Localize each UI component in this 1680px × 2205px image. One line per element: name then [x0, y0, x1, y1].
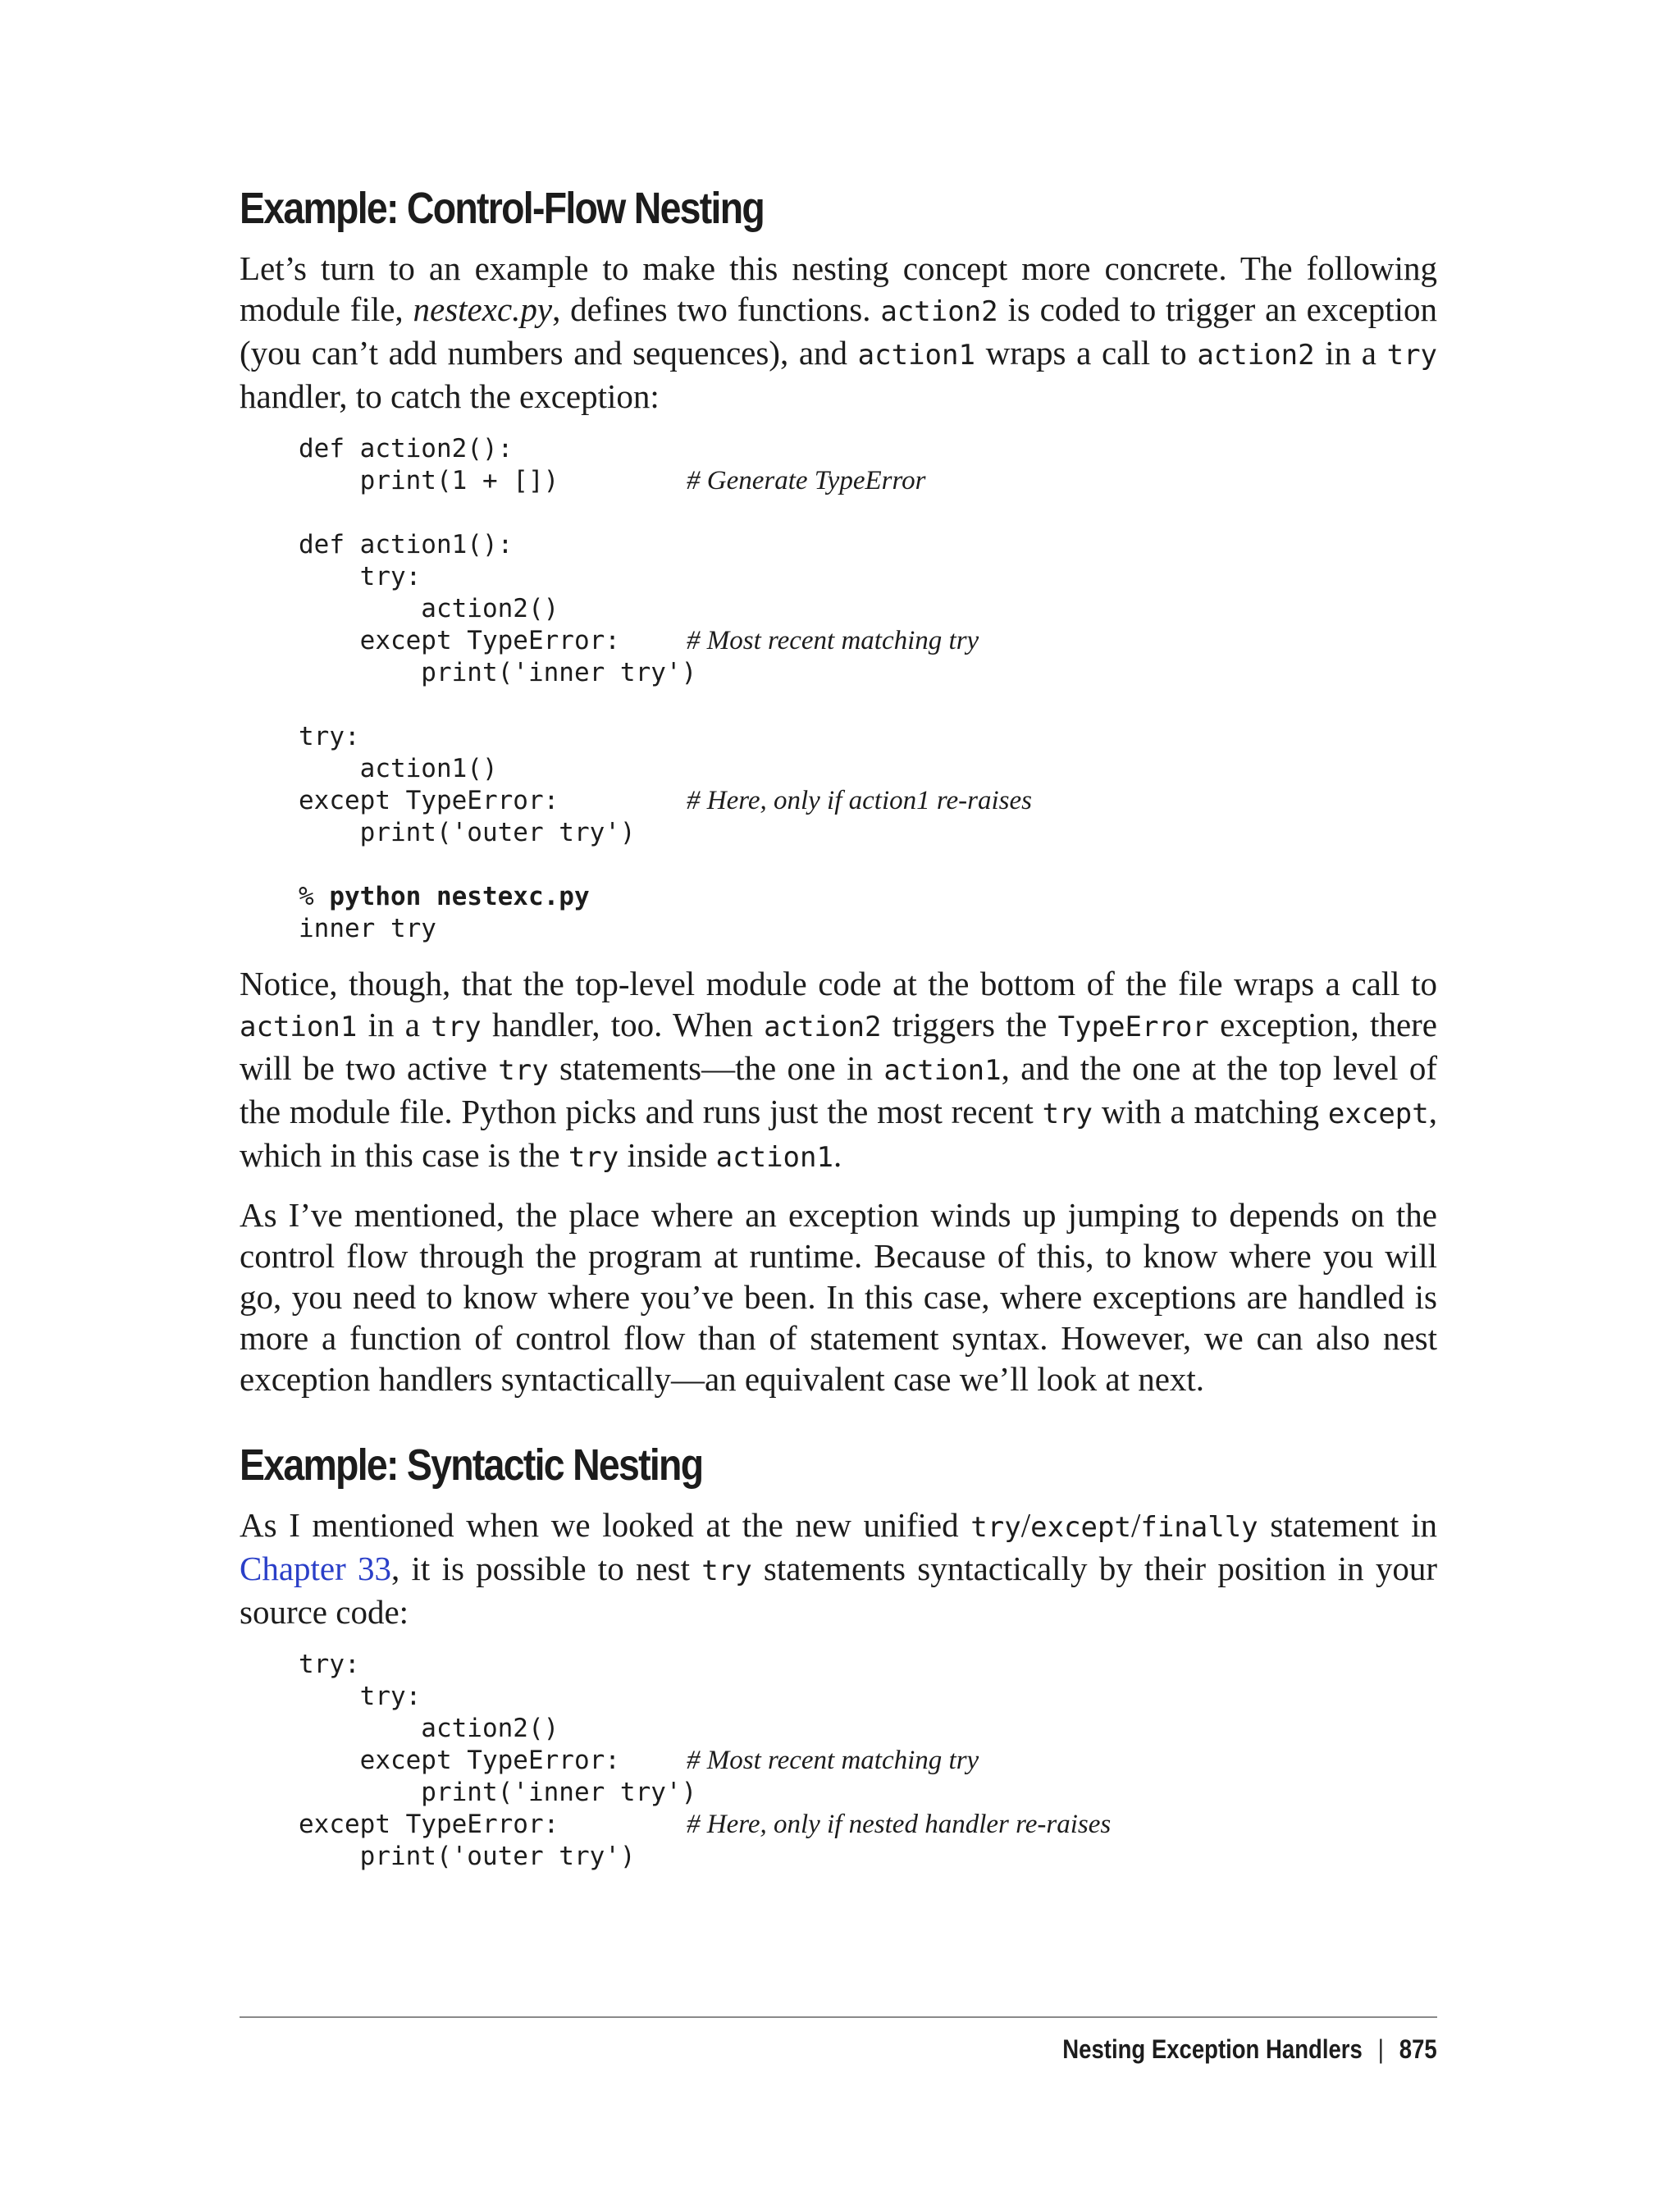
inline-code: action1	[857, 339, 975, 372]
code-block-syntactic	[299, 1649, 1437, 1873]
code-source: except TypeError:	[299, 626, 620, 655]
text-run: inside	[619, 1136, 716, 1174]
text-run: , defines two functions.	[552, 290, 881, 328]
code-source: action2()	[299, 594, 559, 623]
code-text	[299, 721, 360, 753]
text-run: handler, to catch the exception:	[240, 377, 660, 415]
code-text	[299, 1681, 421, 1713]
code-text	[299, 913, 436, 945]
code-line	[299, 1649, 1437, 1681]
inline-code: action2	[880, 295, 998, 328]
chapter-link[interactable]: Chapter 33	[240, 1550, 392, 1587]
code-line	[299, 465, 1437, 497]
code-line	[299, 1681, 1437, 1713]
code-source: print('outer try')	[299, 1842, 636, 1871]
inline-code: except	[1030, 1511, 1131, 1544]
code-source: action2()	[299, 1714, 559, 1743]
code-text	[299, 593, 559, 625]
inline-code: try	[1042, 1098, 1093, 1130]
page-content	[240, 179, 1437, 1891]
code-text	[299, 625, 620, 657]
code-text	[299, 1745, 620, 1777]
code-text	[299, 1713, 559, 1745]
page-number: 875	[1399, 2034, 1437, 2064]
paragraph-notice	[240, 963, 1437, 1178]
code-text	[299, 817, 636, 849]
code-source: inner try	[299, 914, 436, 943]
inline-code: action1	[240, 1011, 358, 1043]
text-run: with a matching	[1093, 1093, 1328, 1130]
code-source: try:	[299, 1682, 422, 1711]
code-text	[299, 1809, 559, 1841]
code-text	[299, 881, 590, 913]
inline-code: try	[431, 1011, 482, 1043]
text-run: /	[1130, 1506, 1141, 1544]
code-source: try:	[299, 1650, 360, 1679]
code-text	[299, 1777, 696, 1809]
text-run: handler, too. When	[481, 1006, 765, 1043]
command-text: python nestexc.py	[329, 882, 590, 911]
text-run: statements—the one in	[548, 1049, 884, 1087]
text-run: wraps a call to	[975, 334, 1198, 372]
code-comment: # Here, only if action1 re-raises	[687, 786, 1032, 815]
inline-code: action1	[715, 1141, 833, 1174]
code-source: except TypeError:	[299, 786, 559, 815]
code-source: except TypeError:	[299, 1810, 559, 1839]
code-source: print('outer try')	[299, 818, 636, 847]
code-source: print('inner try')	[299, 1778, 697, 1807]
page-footer	[240, 2025, 1437, 2074]
code-line	[299, 497, 1437, 529]
text-run: , and the one at the top level of the module file. Python picks and runs just the most recent	[240, 1049, 1438, 1130]
code-source: action1()	[299, 754, 498, 783]
heading-control-flow-nesting: Example: Control-Flow Nesting	[240, 184, 765, 233]
code-comment: # Most recent matching try	[687, 626, 979, 655]
code-line	[299, 1841, 1437, 1873]
code-text	[299, 465, 559, 497]
text-run: statements syntactically by their position in your source code:	[240, 1550, 1437, 1631]
code-line	[299, 913, 1437, 945]
text-run: triggers the	[881, 1006, 1058, 1043]
code-line	[299, 817, 1437, 849]
inline-code: try	[568, 1141, 619, 1174]
text-run: As I’ve mentioned, the place where an exception winds up jumping to depends on the control flow through the program at runtime. Because of this, to know where you will go, you need to know where you’ve been. In this case, where exceptions are handled is more a function of control flow than of statement syntax. However, we can also nest exception handlers syntactically—an equivalent case we’ll look at next.	[240, 1196, 1437, 1398]
code-line	[299, 625, 1437, 657]
code-line	[299, 753, 1437, 785]
filename-emphasis: nestexc.py	[413, 290, 553, 328]
text-run: is coded to trigger an exception (you can’t add numbers and sequences), and	[240, 290, 1437, 372]
paragraph-syntactic	[240, 1504, 1437, 1632]
text-run: , it is possible to nest	[391, 1550, 702, 1587]
inline-code: except	[1327, 1098, 1429, 1130]
code-line	[299, 1777, 1437, 1809]
code-line	[299, 1809, 1437, 1841]
code-line	[299, 433, 1437, 465]
text-run: Let’s turn to an example to make this nesting concept more concrete. The following module file,	[240, 249, 1437, 328]
text-run: , which in this case is the	[240, 1093, 1437, 1174]
inline-code: try	[701, 1554, 752, 1587]
paragraph-mentioned	[240, 1194, 1437, 1399]
code-line	[299, 593, 1437, 625]
code-text	[299, 561, 421, 593]
code-text	[299, 529, 513, 561]
inline-code: action2	[764, 1011, 882, 1043]
code-line	[299, 657, 1437, 689]
code-text	[299, 657, 696, 689]
text-run: As I mentioned when we looked at the new unified	[240, 1506, 971, 1544]
running-footer-title: Nesting Exception Handlers	[1062, 2034, 1363, 2064]
code-line	[299, 689, 1437, 721]
inline-code: action2	[1197, 339, 1315, 372]
text-run: in a	[357, 1006, 431, 1043]
code-source: def action1():	[299, 530, 514, 559]
inline-code: try	[1386, 339, 1438, 372]
code-text	[299, 1649, 360, 1681]
code-source: %	[299, 882, 330, 911]
code-text	[299, 753, 498, 785]
inline-code: action1	[883, 1054, 1002, 1087]
code-source: print(1 + [])	[299, 466, 559, 495]
code-line	[299, 721, 1437, 753]
code-block-nestexc	[299, 433, 1437, 945]
code-text	[299, 785, 559, 817]
code-source: except TypeError:	[299, 1746, 620, 1775]
inline-code: TypeError	[1057, 1011, 1209, 1043]
paragraph-intro	[240, 248, 1437, 417]
inline-code: finally	[1140, 1511, 1258, 1544]
code-line	[299, 1713, 1437, 1745]
code-comment: # Here, only if nested handler re-raises	[687, 1810, 1112, 1839]
code-line	[299, 881, 1437, 913]
footer-separator: |	[1378, 2034, 1385, 2064]
footer-rule	[240, 2016, 1437, 2018]
code-line	[299, 785, 1437, 817]
inline-code: try	[498, 1054, 549, 1087]
code-source: try:	[299, 562, 422, 591]
text-run: .	[833, 1136, 842, 1174]
code-source: print('inner try')	[299, 658, 697, 687]
text-run: exception, there will be two active	[240, 1006, 1437, 1087]
text-run: /	[1020, 1506, 1031, 1544]
code-text	[299, 1841, 636, 1873]
heading-syntactic-nesting: Example: Syntactic Nesting	[240, 1440, 703, 1490]
code-comment: # Generate TypeError	[687, 466, 926, 495]
text-run: Notice, though, that the top-level module code at the bottom of the file wraps a call to	[240, 965, 1437, 1002]
code-text	[299, 433, 513, 465]
code-source: try:	[299, 722, 360, 751]
inline-code: try	[970, 1511, 1021, 1544]
text-run: in a	[1314, 334, 1387, 372]
code-source: def action2():	[299, 434, 514, 463]
code-comment: # Most recent matching try	[687, 1746, 979, 1775]
code-line	[299, 561, 1437, 593]
code-line	[299, 529, 1437, 561]
code-line	[299, 1745, 1437, 1777]
text-run: statement in	[1258, 1506, 1437, 1544]
code-line	[299, 849, 1437, 881]
